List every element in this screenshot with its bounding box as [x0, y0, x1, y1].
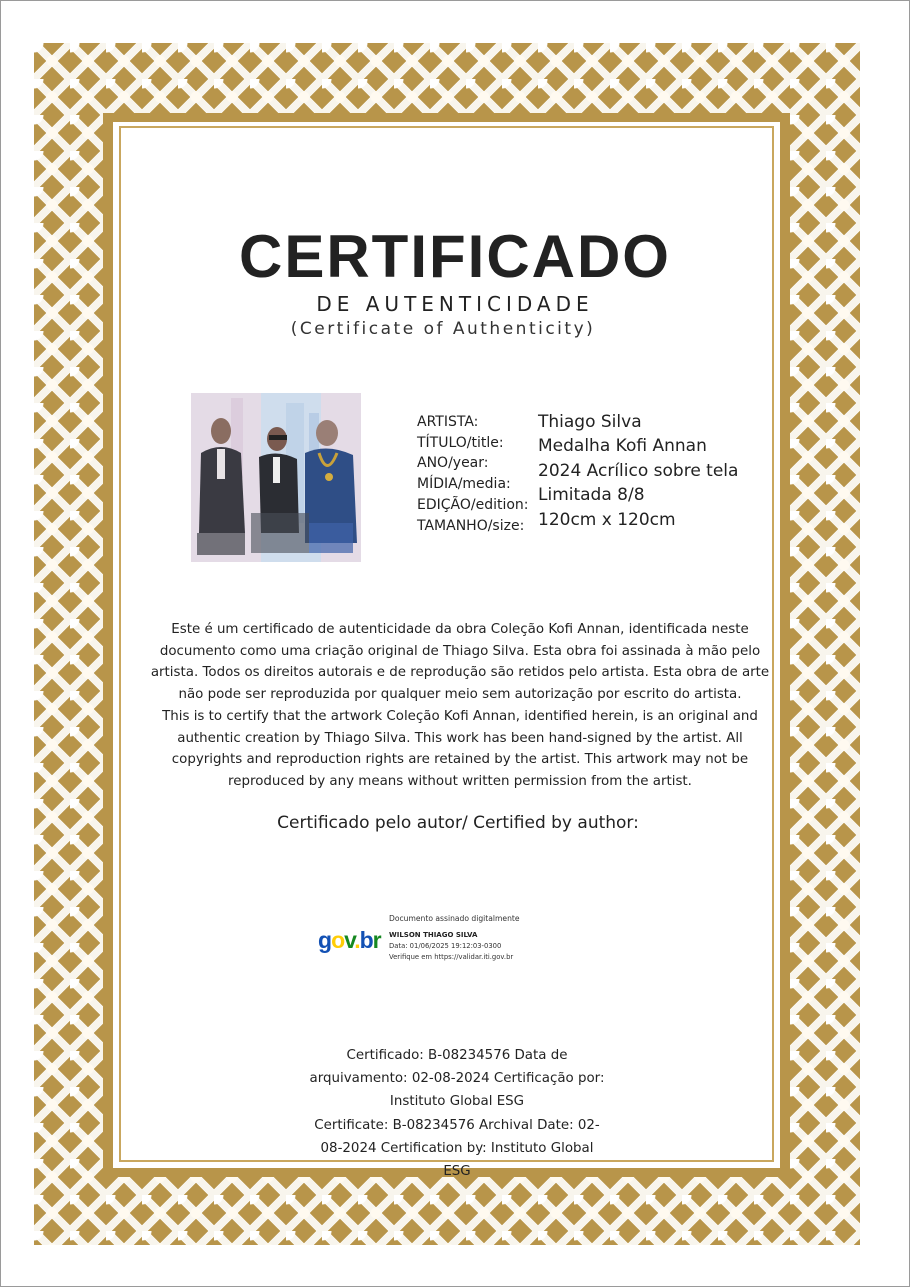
- label-year: ANO/year:: [417, 455, 489, 472]
- certified-by-label: Certificado pelo autor/ Certified by author:: [277, 813, 639, 833]
- digital-signature-stamp: [318, 912, 578, 968]
- label-artist: ARTISTA:: [417, 414, 479, 430]
- label-size: TAMANHO/size:: [417, 517, 525, 534]
- statement-line: documento como uma criação original de Thiago Silva. Esta obra foi assinada à mão pelo: [159, 643, 761, 659]
- value-artist: Thiago Silva: [538, 412, 642, 432]
- footer-line: Instituto Global ESG: [389, 1094, 525, 1110]
- value-size: 120cm x 120cm: [538, 509, 676, 530]
- statement-line: copyrights and reproduction rights are retained by the artist. This artwork may not be: [171, 752, 749, 768]
- label-media: MÍDIA/media:: [417, 476, 511, 493]
- certificate-footer: [306, 1044, 608, 1183]
- govbr-logo-icon: gov.br: [318, 927, 381, 953]
- statement-line: reproduced by any means without written permission from the artist.: [228, 773, 692, 789]
- statement-line: This is to certify that the artwork Coleção Kofi Annan, identified herein, is an original and: [162, 708, 758, 724]
- signer-name: WILSON THIAGO SILVA: [389, 931, 478, 939]
- footer-line: arquivamento: 02-08-2024 Certificação por:: [309, 1071, 605, 1087]
- artwork-image: [191, 393, 361, 562]
- signature-date: Data: 01/06/2025 19:12:03-0300: [389, 942, 502, 950]
- label-edition: EDIÇÃO/edition:: [417, 496, 529, 513]
- certificate-subtitle-english: (Certificate of Authenticity): [290, 319, 596, 339]
- label-title: TÍTULO/title:: [417, 434, 504, 451]
- detail-values: [538, 410, 858, 532]
- statement-line: não pode ser reproduzida por qualquer meio sem autorização por escrito do artista.: [178, 687, 742, 703]
- signature-heading: Documento assinado digitalmente: [389, 914, 520, 923]
- footer-line: Certificado: B-08234576 Data de: [346, 1048, 568, 1063]
- statement-line: authentic creation by Thiago Silva. This work has been hand-signed by the artist. All: [177, 730, 743, 746]
- signature-verify-link[interactable]: Verifique em https://validar.iti.gov.br: [389, 953, 514, 961]
- statement-line: Este é um certificado de autenticidade da obra Coleção Kofi Annan, identificada neste: [171, 622, 749, 637]
- detail-labels: [417, 412, 539, 536]
- artwork-painting-icon: [191, 393, 361, 562]
- footer-line: 08-2024 Certification by: Instituto Global ESG: [320, 1140, 594, 1180]
- certificate-title: CERTIFICADO: [239, 223, 671, 290]
- footer-line: Certificate: B-08234576 Archival Date: 02-: [314, 1117, 600, 1133]
- certificate-subtitle: DE AUTENTICIDADE: [316, 292, 594, 316]
- value-year-media: 2024 Acrílico sobre tela: [538, 460, 739, 481]
- value-title: Medalha Kofi Annan: [538, 436, 707, 457]
- statement-line: artista. Todos os direitos autorais e de reprodução são retidos pelo artista. Esta obra de arte: [150, 665, 770, 681]
- value-edition: Limitada 8/8: [538, 485, 645, 506]
- authenticity-statement: [150, 619, 770, 793]
